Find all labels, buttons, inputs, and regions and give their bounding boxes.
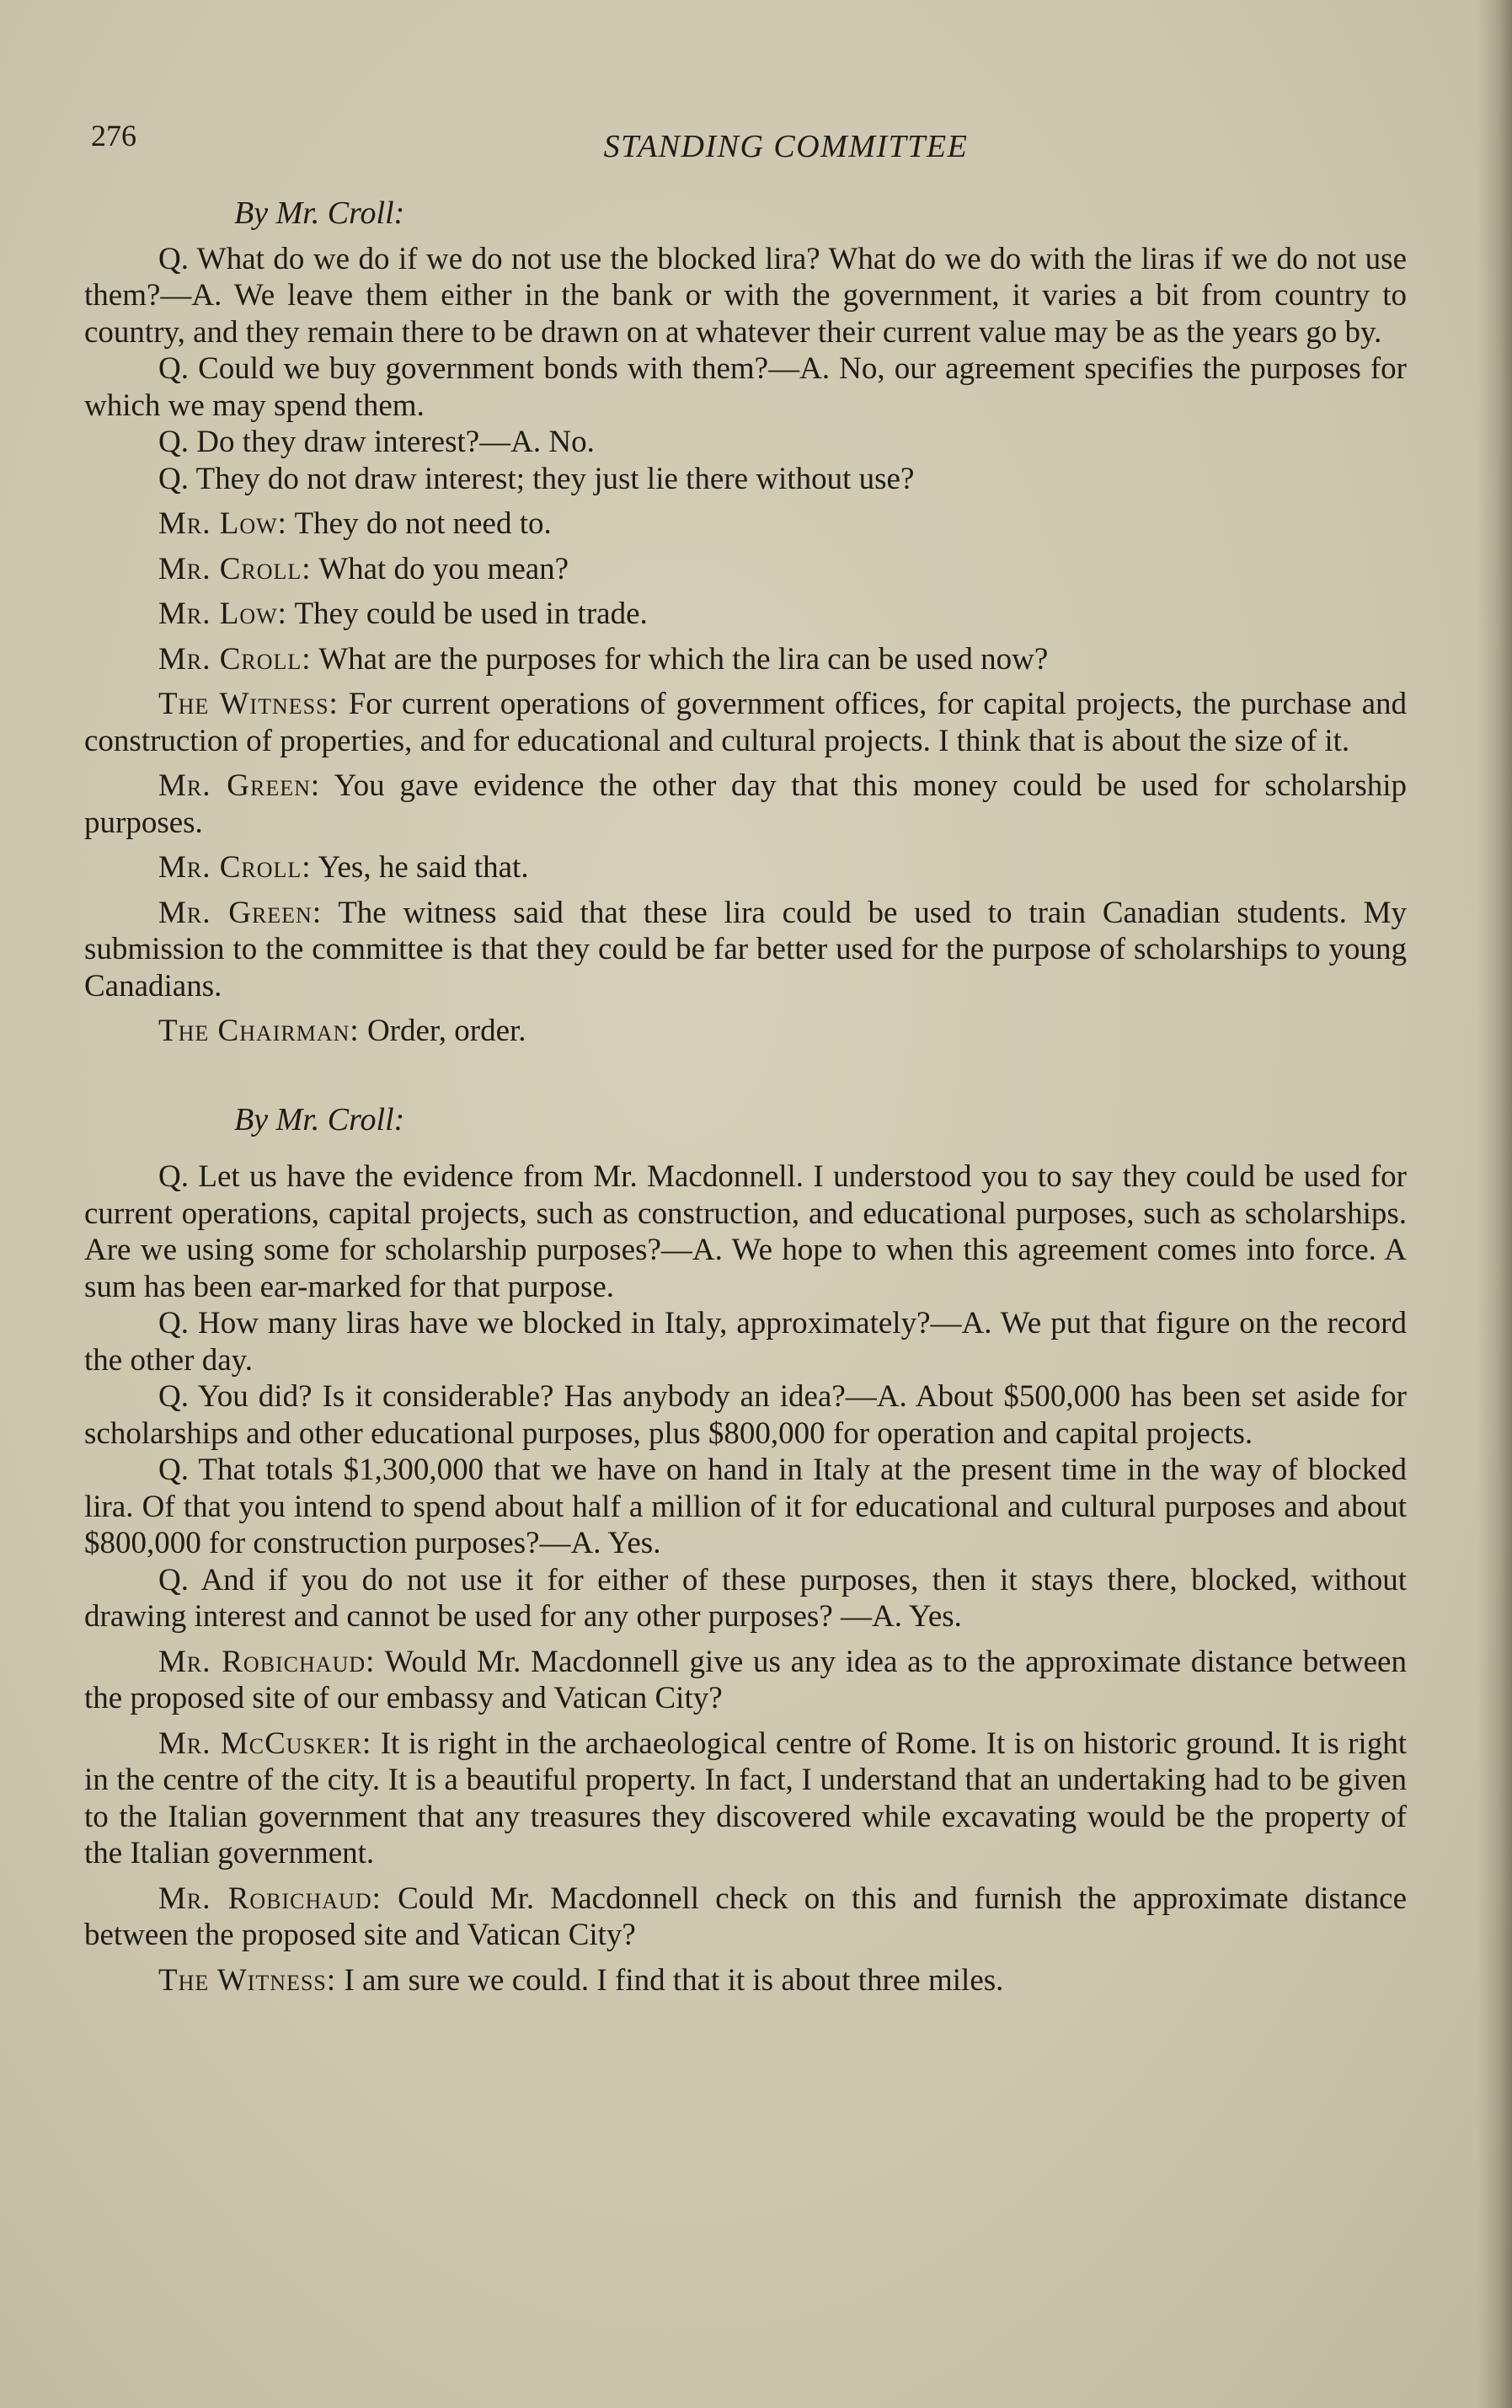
byline: By Mr. Croll: xyxy=(234,195,405,231)
speaker-paragraph: The Chairman: Order, order. xyxy=(158,1014,526,1048)
speaker-name: Mr. Low: xyxy=(158,506,287,541)
page-header xyxy=(91,118,1405,169)
speaker-paragraph: Mr. Low: They could be used in trade. xyxy=(158,597,648,631)
speaker-name: The Witness: xyxy=(158,687,339,721)
speaker-paragraph: Mr. Green: The witness said that these lira could be used to train Canadian students. My submission to the committee is that they could be far better used for the purpose of scholarships to young Canadians. xyxy=(84,895,1407,1003)
byline: By Mr. Croll: xyxy=(234,1101,405,1137)
question-paragraph: Q. Do they draw interest?—A. No. xyxy=(158,425,595,459)
transcript-body xyxy=(84,195,1407,2007)
speaker-name: Mr. Low: xyxy=(158,597,287,631)
question-paragraph: Q. They do not draw interest; they just lie there without use? xyxy=(158,461,915,496)
running-head: STANDING COMMITTEE xyxy=(603,129,969,164)
speaker-name: The Chairman: xyxy=(158,1014,360,1048)
page-number: 276 xyxy=(91,119,136,153)
question-paragraph: Q. What do we do if we do not use the blocked lira? What do we do with the liras if we do not use them?—A. We leave them either in the bank or with the government, it varies a bit from country to country, and they remain there to be drawn on at whatever their current value may be as the years go by. xyxy=(84,241,1407,350)
speaker-paragraph: Mr. Croll: What do you mean? xyxy=(158,551,569,586)
speaker-name: Mr. Green: xyxy=(158,895,323,930)
question-paragraph: Q. That totals $1,300,000 that we have on hand in Italy at the present time in the way of blocked lira. Of that you intend to spend about half a million of it for educational and cultural purposes and about $800,000 for construction purposes?—A. Yes. xyxy=(84,1453,1407,1560)
speaker-name: Mr. Croll: xyxy=(158,641,312,677)
speaker-name: Mr. McCusker: xyxy=(158,1726,372,1761)
question-paragraph: Q. And if you do not use it for either of these purposes, then it stays there, blocked, without drawing interest and cannot be used for any other purposes? —A. Yes. xyxy=(84,1562,1407,1634)
speaker-paragraph: Mr. Green: You gave evidence the other day that this money could be used for scholarship purposes. xyxy=(84,768,1407,840)
speaker-paragraph: Mr. Croll: Yes, he said that. xyxy=(158,850,529,885)
question-paragraph: Q. You did? Is it considerable? Has anybody an idea?—A. About $500,000 has been set aside for scholarships and other educational purposes, plus $800,000 for operation and capital projects. xyxy=(84,1379,1407,1451)
speaker-paragraph: Mr. Low: They do not need to. xyxy=(158,506,552,541)
speaker-paragraph: The Witness: I am sure we could. I find that it is about three miles. xyxy=(158,1962,1004,1998)
question-paragraph: Q. How many liras have we blocked in Italy, approximately?—A. We put that figure on the record the other day. xyxy=(84,1306,1407,1378)
speaker-paragraph: Mr. Robichaud: Would Mr. Macdonnell give us any idea as to the approximate distance between the proposed site of our embassy and Vatican City? xyxy=(84,1644,1407,1715)
question-paragraph: Q. Could we buy government bonds with them?—A. No, our agreement specifies the purposes for which we may spend them. xyxy=(84,351,1407,423)
speaker-name: Mr. Robichaud: xyxy=(158,1644,376,1679)
speaker-name: Mr. Green: xyxy=(158,768,321,803)
speaker-paragraph: Mr. Robichaud: Could Mr. Macdonnell check on this and furnish the approximate distance between the proposed site and Vatican City? xyxy=(84,1881,1407,1952)
speaker-name: The Witness: xyxy=(158,1962,337,1998)
page-edge-shadow xyxy=(1478,0,1512,2408)
speaker-name: Mr. Croll: xyxy=(158,850,312,885)
speaker-paragraph: Mr. McCusker: It is right in the archaeological centre of Rome. It is on historic ground. It is right in the centre of the city. It is a beautiful property. In fact, I understand that an undertaking had to be given to the Italian government that any treasures they discovered while excavating would be the property of the Italian government. xyxy=(84,1726,1407,1870)
speaker-paragraph: Mr. Croll: What are the purposes for which the lira can be used now? xyxy=(158,641,1049,677)
speaker-paragraph: The Witness: For current operations of government offices, for capital projects, the purchase and construction of properties, and for educational and cultural projects. I think that is about the size of it. xyxy=(84,687,1407,758)
question-paragraph: Q. Let us have the evidence from Mr. Macdonnell. I understood you to say they could be used for current operations, capital projects, such as construction, and educational purposes, such as scholarships. Are we using some for scholarship purposes?—A. We hope to when this agreement comes into force. A sum has been ear-marked for that purpose. xyxy=(84,1159,1407,1304)
speaker-name: Mr. Robichaud: xyxy=(158,1881,382,1916)
speaker-name: Mr. Croll: xyxy=(158,551,312,586)
